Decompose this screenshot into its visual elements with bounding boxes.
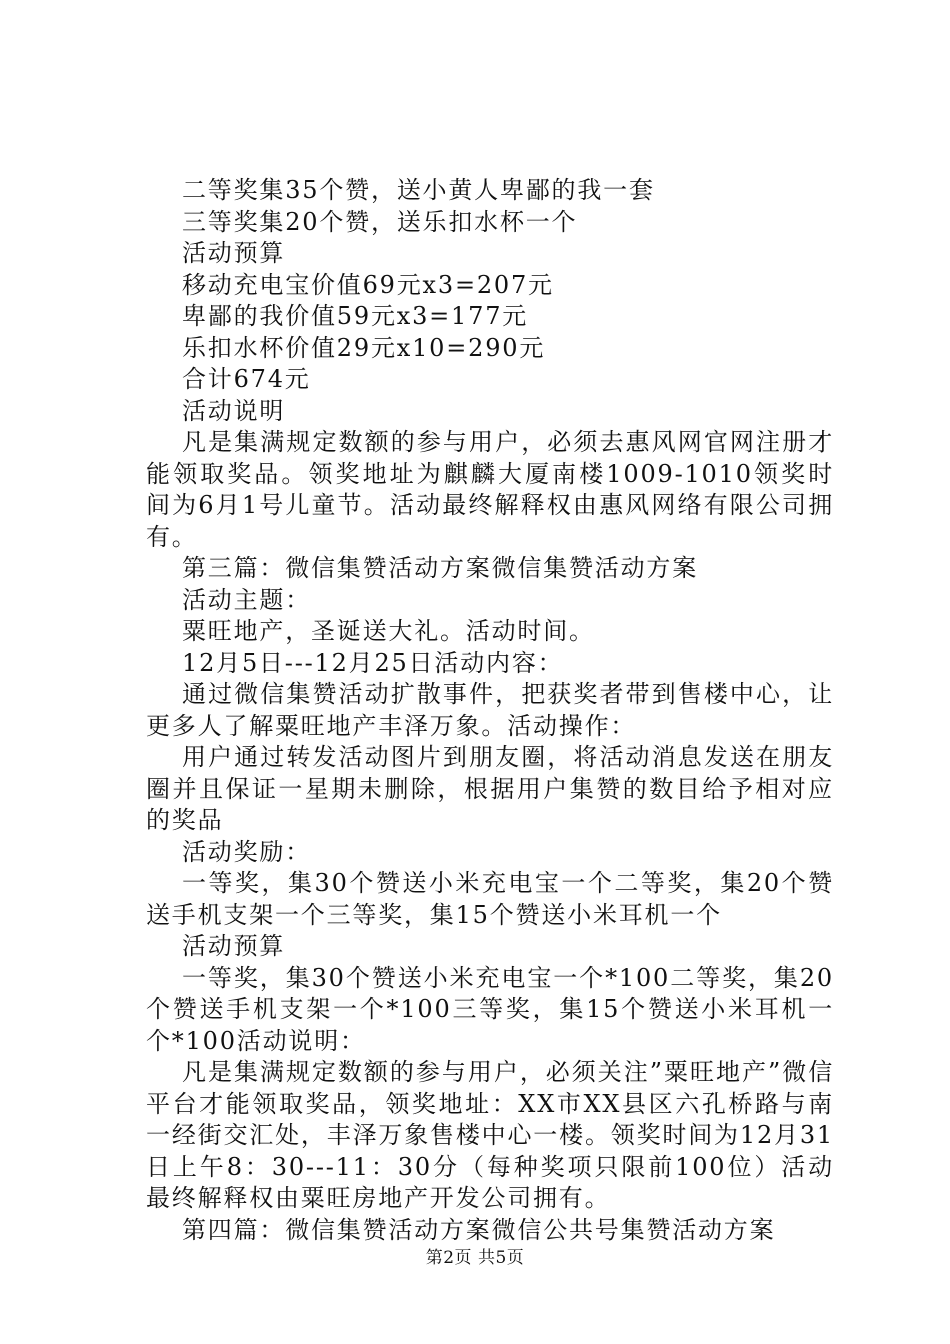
paragraph: 凡是集满规定数额的参与用户，必须去惠风网官网注册才能领取奖品。领奖地址为麒麟大厦南楼1009-1010领奖时间为6月1号儿童节。活动最终解释权由惠风网络有限公司拥有。 bbox=[146, 428, 834, 551]
paragraph: 凡是集满规定数额的参与用户，必须关注”粟旺地产”微信平台才能领取奖品，领奖地址：XX市XX县区六孔桥路与南一经街交汇处，丰泽万象售楼中心一楼。领奖时间为12月31日上午8：30---11：30分（每种奖项只限前100位）活动最终解释权由粟旺房地产开发公司拥有。 bbox=[146, 1058, 834, 1212]
paragraph: 移动充电宝价值69元x3=207元 bbox=[182, 270, 554, 299]
paragraph: 乐扣水杯价值29元x10=290元 bbox=[182, 333, 546, 362]
paragraph: 12月5日---12月25日活动内容： bbox=[182, 648, 564, 677]
paragraph: 卑鄙的我价值59元x3=177元 bbox=[182, 302, 529, 330]
paragraph: 粟旺地产，圣诞送大礼。活动时间。 bbox=[182, 617, 595, 645]
section-heading: 活动奖励： bbox=[182, 837, 311, 866]
section-heading: 活动主题： bbox=[182, 585, 311, 614]
paragraph: 二等奖集35个赞，送小黄人卑鄙的我一套 bbox=[182, 176, 655, 204]
section-heading: 活动预算 bbox=[182, 932, 286, 960]
page-footer: 第2页 共5页 bbox=[425, 1248, 525, 1268]
chapter-title: 第四篇：微信集赞活动方案微信公共号集赞活动方案 bbox=[182, 1215, 776, 1244]
paragraph: 通过微信集赞活动扩散事件，把获奖者带到售楼中心，让更多人了解粟旺地产丰泽万象。活动操作： bbox=[146, 680, 834, 740]
section-heading: 活动预算 bbox=[182, 239, 286, 267]
paragraph: 三等奖集20个赞，送乐扣水杯一个 bbox=[182, 207, 578, 236]
document-body bbox=[146, 175, 834, 1246]
paragraph: 一等奖，集30个赞送小米充电宝一个*100二等奖，集20个赞送手机支架一个*100三等奖，集15个赞送小米耳机一个*100活动说明： bbox=[146, 963, 834, 1055]
paragraph: 用户通过转发活动图片到朋友圈，将活动消息发送在朋友圈并且保证一星期未删除，根据用户集赞的数目给予相对应的奖品 bbox=[146, 743, 834, 834]
paragraph: 合计674元 bbox=[182, 365, 311, 393]
chapter-title: 第三篇：微信集赞活动方案微信集赞活动方案 bbox=[182, 554, 698, 582]
paragraph: 一等奖，集30个赞送小米充电宝一个二等奖，集20个赞送手机支架一个三等奖，集15个赞送小米耳机一个 bbox=[146, 869, 834, 929]
section-heading: 活动说明 bbox=[182, 396, 286, 425]
